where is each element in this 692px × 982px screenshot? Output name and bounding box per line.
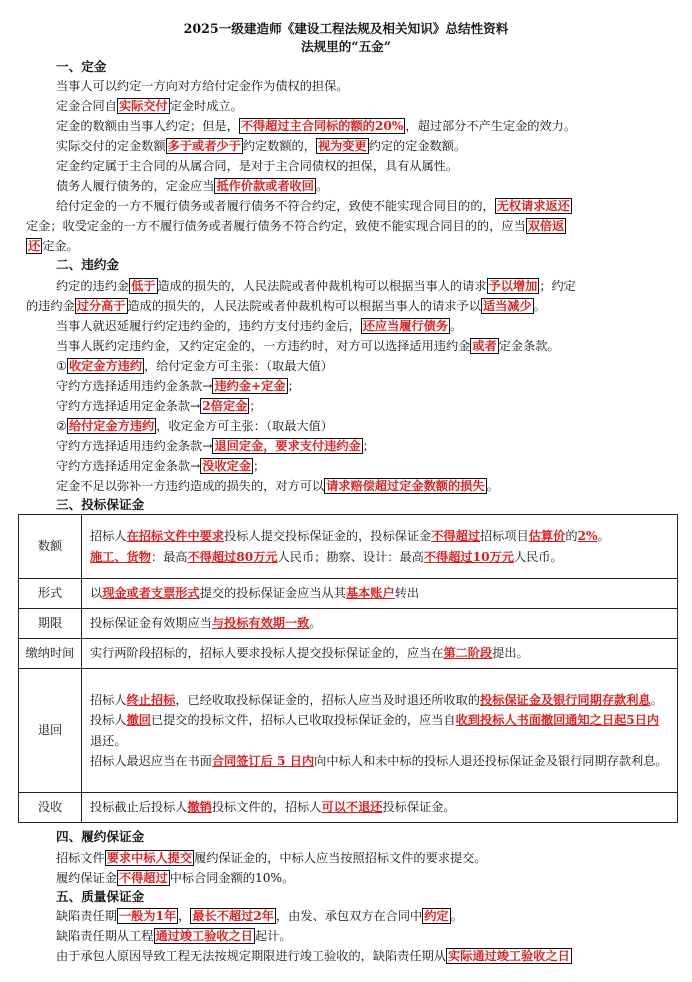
text: 向中标人和未中标的投标人退还投标保证金及银行同期存款利息。 bbox=[314, 753, 668, 768]
text: 守约方选择适用违约金条款→ bbox=[56, 439, 213, 453]
text: 招标人 bbox=[90, 529, 127, 544]
highlight: 或者 bbox=[472, 339, 497, 353]
highlight: 最长不超过2年 bbox=[192, 909, 274, 923]
emphasis: 现金或者支票形式 bbox=[102, 586, 200, 601]
text: 实际交付的定金数额 bbox=[56, 139, 166, 153]
text: ，收定金方可主张：（取最大值） bbox=[156, 419, 333, 433]
text: 投标保证金。 bbox=[382, 800, 456, 815]
document-subtitle: 法规里的“五金” bbox=[300, 39, 392, 54]
content-paragraph bbox=[90, 751, 669, 771]
text: 约定的定金数额。 bbox=[368, 139, 467, 153]
table-row bbox=[19, 669, 678, 793]
content-line bbox=[90, 547, 669, 567]
text: 中标合同金额的10%。 bbox=[169, 871, 295, 885]
highlight: 过分高于 bbox=[76, 299, 126, 313]
text: 人民币；勘察、设计：最高 bbox=[277, 549, 424, 564]
s2-paragraph bbox=[56, 276, 672, 296]
highlight: 实际交付 bbox=[118, 99, 168, 113]
text: 招标文件 bbox=[56, 851, 105, 865]
emphasis: 投标保证金及银行同期存款利息 bbox=[480, 692, 651, 707]
text: 守约方选择适用违约金条款→ bbox=[56, 379, 213, 393]
row-content bbox=[82, 579, 678, 609]
row-label: 缴纳时间 bbox=[19, 639, 82, 669]
highlight: 不得超过主合同标的额的20% bbox=[240, 119, 404, 133]
highlight: 视为变更 bbox=[317, 139, 367, 153]
s1-paragraph bbox=[56, 176, 672, 196]
highlight: 抵作价款或者收回 bbox=[216, 179, 314, 193]
s1-paragraph bbox=[56, 116, 672, 136]
text: 定金合同自 bbox=[56, 99, 117, 113]
s2-paragraph bbox=[56, 436, 672, 456]
text: 缺陷责任期 bbox=[56, 909, 117, 923]
text: 约定的违约金 bbox=[56, 279, 130, 293]
text: 履约保证金的，中标人应当按照招标文件的要求提交。 bbox=[194, 851, 487, 865]
highlight: 不得超过 bbox=[118, 871, 168, 885]
text: 。 bbox=[315, 179, 329, 193]
s1-paragraph bbox=[56, 196, 672, 216]
section-heading-quality-bond: 五、质量保证金 bbox=[56, 889, 145, 904]
highlight: 退回定金，要求支付违约金 bbox=[214, 439, 361, 453]
emphasis: 可以不退还 bbox=[321, 800, 383, 815]
text: ； bbox=[249, 399, 262, 413]
text: 定金；收受定金的一方不履行债务或者履行债务不符合约定，致使不能实现合同目的的，应当 bbox=[26, 219, 526, 233]
text: 当事人既约定违约金，又约定定金的，一方违约时，对方可以选择适用违约金 bbox=[56, 339, 471, 353]
text: 造成的损失的，人民法院或者仲裁机构可以根据当事人的请求 bbox=[157, 279, 487, 293]
text: 。 bbox=[450, 319, 463, 333]
content-line bbox=[90, 526, 669, 546]
text: ， bbox=[178, 909, 191, 923]
text: 招标项目 bbox=[480, 529, 529, 544]
highlight: 违约金+定金 bbox=[214, 379, 286, 393]
row-content bbox=[82, 669, 678, 793]
text: 债务人履行债务的，定金应当 bbox=[56, 179, 215, 193]
highlight: 要求中标人提交 bbox=[106, 851, 193, 865]
highlight: 无权请求返还 bbox=[496, 199, 570, 213]
row-label: 数额 bbox=[19, 515, 82, 579]
s1-paragraph bbox=[56, 96, 672, 116]
text: 投标文件的，招标人 bbox=[211, 800, 322, 815]
s2-paragraph bbox=[56, 396, 672, 416]
table-row bbox=[19, 793, 678, 823]
text: 已提交的投标文件，招标人已收取投标保证金的，应当自 bbox=[150, 713, 456, 728]
row-content bbox=[82, 609, 678, 639]
row-label: 期限 bbox=[19, 609, 82, 639]
row-label: 形式 bbox=[19, 579, 82, 609]
text: 守约方选择适用定金条款→ bbox=[56, 399, 201, 413]
text: 。 bbox=[486, 479, 499, 493]
highlight: 多于或者少于 bbox=[167, 139, 241, 153]
s1-paragraph-cont bbox=[26, 236, 672, 256]
text: 定金条款。 bbox=[498, 339, 560, 353]
table-row bbox=[19, 639, 678, 669]
text: 定金。 bbox=[42, 239, 79, 253]
s2-paragraph bbox=[56, 416, 672, 436]
text: 履约保证金 bbox=[56, 871, 117, 885]
highlight: 实际通过竣工验收之日 bbox=[448, 949, 570, 963]
s1-paragraph bbox=[56, 76, 672, 96]
section-heading-bid-bond: 三、投标保证金 bbox=[56, 497, 145, 512]
emphasis: 第二阶段 bbox=[443, 646, 493, 661]
document-title: 2025一级建造师《建设工程法规及相关知识》总结性资料 bbox=[183, 21, 509, 36]
s1-paragraph bbox=[56, 156, 672, 176]
highlight: 通过竣工验收之日 bbox=[155, 929, 253, 943]
content-paragraph bbox=[90, 690, 669, 710]
highlight: 低于 bbox=[131, 279, 156, 293]
highlight: 一般为1年 bbox=[118, 909, 177, 923]
s4-paragraph bbox=[56, 868, 672, 888]
emphasis: 不得超过80万元 bbox=[187, 549, 278, 564]
emphasis: 与投标有效期一致 bbox=[211, 616, 310, 631]
row-content bbox=[82, 793, 678, 823]
s2-paragraph-cont bbox=[26, 296, 672, 316]
text: 。 bbox=[650, 692, 663, 707]
emphasis: 不得超过10万元 bbox=[423, 549, 514, 564]
text: 人民币。 bbox=[513, 549, 563, 564]
text: ，超过部分不产生定金的效力。 bbox=[405, 119, 577, 133]
text: 定金约定属于主合同的从属合同，是对于主合同债权的担保，具有从属性。 bbox=[56, 159, 459, 173]
text: ，给付定金方可主张：（取最大值） bbox=[144, 359, 333, 373]
s2-paragraph bbox=[56, 316, 672, 336]
highlight: 还应当履行债务 bbox=[362, 319, 448, 333]
table-row bbox=[19, 609, 678, 639]
text: 投标保证金有效期应当 bbox=[90, 616, 212, 631]
s2-paragraph bbox=[56, 456, 672, 476]
s1-paragraph-cont bbox=[26, 216, 672, 236]
row-content bbox=[82, 639, 678, 669]
highlight: 2倍定金 bbox=[202, 399, 248, 413]
text: 的 bbox=[565, 529, 578, 544]
highlight: 给付定金方违约 bbox=[68, 419, 155, 433]
s2-paragraph bbox=[56, 356, 672, 376]
text: 实行两阶段招标的，招标人要求投标人提交投标保证金的，应当在 bbox=[90, 646, 444, 661]
highlight: 予以增加 bbox=[488, 279, 538, 293]
text: 缺陷责任期从工程 bbox=[56, 929, 154, 943]
text: 给付定金的一方不履行债务或者履行债务不符合约定，致使不能实现合同目的的， bbox=[56, 199, 495, 213]
s5-paragraph bbox=[56, 946, 672, 966]
section-heading-penalty: 二、违约金 bbox=[56, 257, 119, 272]
highlight: 约定 bbox=[424, 909, 449, 923]
text: ② bbox=[56, 419, 67, 433]
text: ，由发、承包双方在合同中 bbox=[275, 909, 423, 923]
emphasis: 基本账户 bbox=[345, 586, 395, 601]
highlight: 收定金方违约 bbox=[68, 359, 143, 373]
text: 投标截止后投标人 bbox=[90, 800, 188, 815]
text: 当事人就迟延履行约定违约金的，违约方支付违约金后， bbox=[56, 319, 361, 333]
row-content bbox=[82, 515, 678, 579]
text: 。 bbox=[597, 529, 610, 544]
text: 提出。 bbox=[492, 646, 529, 661]
text: 以 bbox=[90, 586, 103, 601]
text: 转出 bbox=[394, 586, 420, 601]
highlight: 请求赔偿超过定金数额的损失 bbox=[326, 479, 485, 493]
row-label: 退回 bbox=[19, 669, 82, 793]
emphasis: 2% bbox=[577, 529, 598, 544]
text: 。 bbox=[533, 299, 546, 313]
emphasis: 撤销 bbox=[187, 800, 212, 815]
s5-paragraph bbox=[56, 926, 672, 946]
text: 招标人最迟应当在书面 bbox=[90, 753, 212, 768]
text: 定金的数额由当事人约定；但是， bbox=[56, 119, 239, 133]
s2-paragraph bbox=[56, 336, 672, 356]
emphasis: 施工、货物 bbox=[90, 549, 151, 564]
section-heading-deposit: 一、定金 bbox=[56, 59, 107, 74]
emphasis: 收到投标人书面撤回通知之日起5日内 bbox=[455, 713, 660, 728]
highlight: 没收定金 bbox=[202, 459, 252, 473]
text: 定金时成立。 bbox=[169, 99, 243, 113]
text: ：最高 bbox=[150, 549, 188, 564]
text: 当事人可以约定一方向对方给付定金作为债权的担保。 bbox=[56, 79, 349, 93]
emphasis: 不得超过 bbox=[431, 529, 480, 544]
text: 约定数额的， bbox=[242, 139, 316, 153]
emphasis: 撤回 bbox=[126, 713, 151, 728]
text: 的违约金 bbox=[26, 299, 75, 313]
text: 定金不足以弥补一方违约造成的损失的，对方可以 bbox=[56, 479, 325, 493]
text: ① bbox=[56, 359, 67, 373]
s1-paragraph bbox=[56, 136, 672, 156]
table-row bbox=[19, 579, 678, 609]
text: ； bbox=[253, 459, 266, 473]
emphasis: 合同签订后 5 日内 bbox=[211, 753, 315, 768]
section-heading-performance-bond: 四、履约保证金 bbox=[56, 829, 145, 844]
table-row bbox=[19, 515, 678, 579]
s5-paragraph bbox=[56, 906, 672, 926]
row-label: 没收 bbox=[19, 793, 82, 823]
text: 起计。 bbox=[255, 929, 292, 943]
emphasis: 终止招标 bbox=[126, 692, 176, 707]
highlight: 双倍返 bbox=[527, 219, 565, 233]
text: 守约方选择适用定金条款→ bbox=[56, 459, 201, 473]
s2-paragraph bbox=[56, 476, 672, 496]
text: ；约定 bbox=[539, 279, 576, 293]
bid-bond-table bbox=[18, 514, 678, 823]
s2-paragraph bbox=[56, 376, 672, 396]
content-paragraph bbox=[90, 710, 669, 751]
highlight: 适当减少 bbox=[482, 299, 532, 313]
text: 。 bbox=[450, 909, 463, 923]
text: 投标人 bbox=[90, 713, 127, 728]
text: 由于承包人原因导致工程无法按规定期限进行竣工验收的，缺陷责任期从 bbox=[56, 949, 446, 963]
text: 。 bbox=[309, 616, 322, 631]
highlight: 还 bbox=[28, 239, 41, 253]
text: ，已经收取投标保证金的，招标人应当及时退还所收取的 bbox=[175, 692, 480, 707]
emphasis: 在招标文件中要求 bbox=[126, 529, 225, 544]
text: 提交的投标保证金应当从其 bbox=[199, 586, 346, 601]
s4-paragraph bbox=[56, 848, 672, 868]
text: ； bbox=[362, 439, 375, 453]
text: 招标人 bbox=[90, 692, 127, 707]
text: 退还。 bbox=[90, 733, 127, 748]
text: 投标人提交投标保证金的，投标保证金 bbox=[224, 529, 432, 544]
text: ； bbox=[287, 379, 300, 393]
emphasis: 估算价 bbox=[528, 529, 566, 544]
text: 造成的损失的，人民法院或者仲裁机构可以根据当事人的请求予以 bbox=[127, 299, 481, 313]
